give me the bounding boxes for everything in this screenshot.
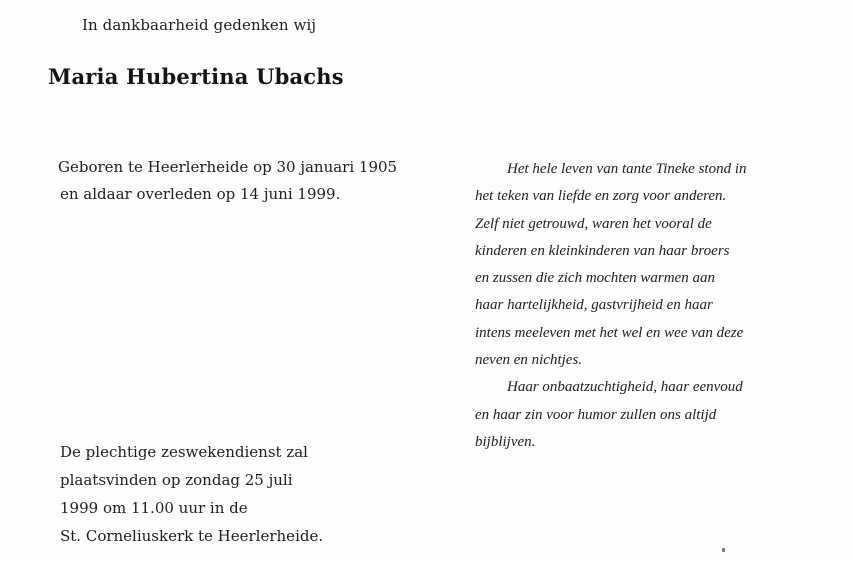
service-line: 1999 om 11.00 uur in de [60, 499, 248, 517]
death-line: en aldaar overleden op 14 juni 1999. [60, 185, 341, 203]
tribute-line: kinderen en kleinkinderen van haar broers [475, 242, 730, 259]
tribute-line: Haar onbaatzuchtigheid, haar eenvoud [507, 379, 743, 396]
service-line: De plechtige zeswekendienst zal [60, 443, 308, 461]
tribute-line: neven en nichtjes. [475, 352, 583, 369]
tribute-text [475, 156, 747, 456]
intro-text: In dankbaarheid gedenken wij [82, 16, 317, 34]
tribute-line: Het hele leven van tante Tineke stond in [507, 161, 747, 177]
tribute-line: en haar zin voor humor zullen ons altijd [475, 406, 717, 423]
service-announcement [60, 438, 323, 550]
tribute-line: intens meeleven met het wel en wee van deze [475, 324, 744, 341]
tribute-line: Zelf niet getrouwd, waren het vooral de [475, 215, 712, 232]
birth-death-info [58, 154, 397, 208]
tribute-line: haar hartelijkheid, gastvrijheid en haar [475, 297, 713, 314]
service-line: plaatsvinden op zondag 25 juli [60, 471, 293, 489]
service-line: St. Corneliuskerk te Heerlerheide. [60, 527, 324, 545]
birth-line: Geboren te Heerlerheide op 30 januari 1905 [58, 158, 398, 176]
tribute-line: en zussen die zich mochten warmen aan [475, 270, 715, 287]
tribute-line: bijblijven. [475, 433, 536, 450]
deceased-name: Maria Hubertina Ubachs [48, 64, 344, 89]
tribute-line: het teken van liefde en zorg voor anderen. [475, 188, 727, 205]
paper-speck [722, 548, 725, 552]
